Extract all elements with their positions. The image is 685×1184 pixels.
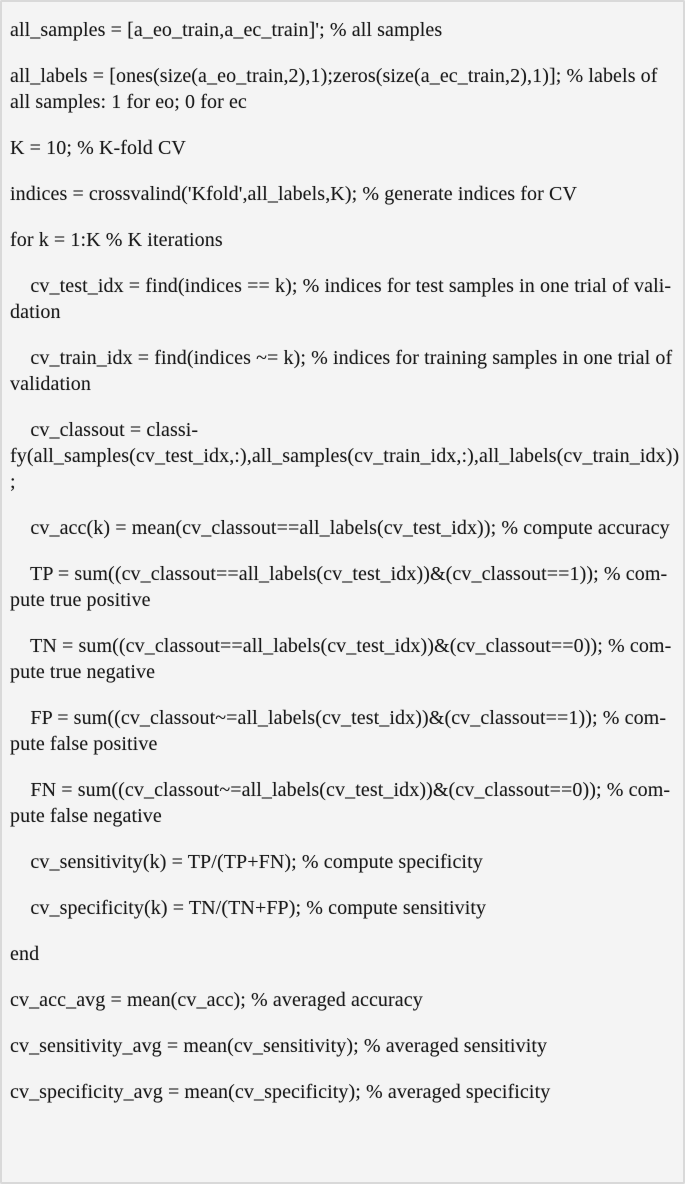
code-line: TP = sum((cv_classout==all_labels(cv_test_idx))&(cv_classout==1)); % com- <box>10 563 668 585</box>
code-line: dation <box>10 301 61 323</box>
code-line: for k = 1:K % K iterations <box>10 229 223 251</box>
code-line: cv_train_idx = find(indices ~= k); % indices for training samples in one trial of <box>10 347 673 369</box>
code-line: cv_test_idx = find(indices == k); % indices for test samples in one trial of vali- <box>10 275 672 297</box>
code-line: TN = sum((cv_classout==all_labels(cv_test_idx))&(cv_classout==0)); % com- <box>10 635 672 657</box>
code-line: pute true negative <box>10 661 156 683</box>
code-line: K = 10; % K-fold CV <box>10 137 186 159</box>
code-line: FP = sum((cv_classout~=all_labels(cv_test_idx))&(cv_classout==1)); % com- <box>10 707 667 729</box>
code-line: cv_acc(k) = mean(cv_classout==all_labels(cv_test_idx)); % compute accuracy <box>10 517 670 539</box>
code-line: all_labels = [ones(size(a_eo_train,2),1);zeros(size(a_ec_train,2),1)]; % labels of <box>10 65 658 87</box>
code-line: pute false negative <box>10 805 162 827</box>
code-line: FN = sum((cv_classout~=all_labels(cv_test_idx))&(cv_classout==0)); % com- <box>10 779 671 801</box>
code-line: fy(all_samples(cv_test_idx,:),all_samples(cv_train_idx,:),all_labels(cv_train_idx)) <box>10 445 680 467</box>
code-line: pute true positive <box>10 589 151 611</box>
code-line: cv_specificity(k) = TN/(TN+FP); % compute sensitivity <box>10 897 487 919</box>
code-line: validation <box>10 373 91 395</box>
code-line: all samples: 1 for eo; 0 for ec <box>10 91 247 113</box>
code-line: indices = crossvalind('Kfold',all_labels,K); % generate indices for CV <box>10 183 577 205</box>
code-line: end <box>10 943 40 965</box>
code-line: cv_sensitivity(k) = TP/(TP+FN); % compute specificity <box>10 851 483 873</box>
code-line: cv_sensitivity_avg = mean(cv_sensitivity); % averaged sensitivity <box>10 1035 548 1057</box>
code-line: cv_specificity_avg = mean(cv_specificity); % averaged specificity <box>10 1081 551 1103</box>
code-line: cv_acc_avg = mean(cv_acc); % averaged accuracy <box>10 989 423 1011</box>
code-line: all_samples = [a_eo_train,a_ec_train]'; % all samples <box>10 19 443 41</box>
code-line: cv_classout = classi- <box>10 419 199 441</box>
code-line: ; <box>10 471 16 493</box>
code-line: pute false positive <box>10 733 158 755</box>
